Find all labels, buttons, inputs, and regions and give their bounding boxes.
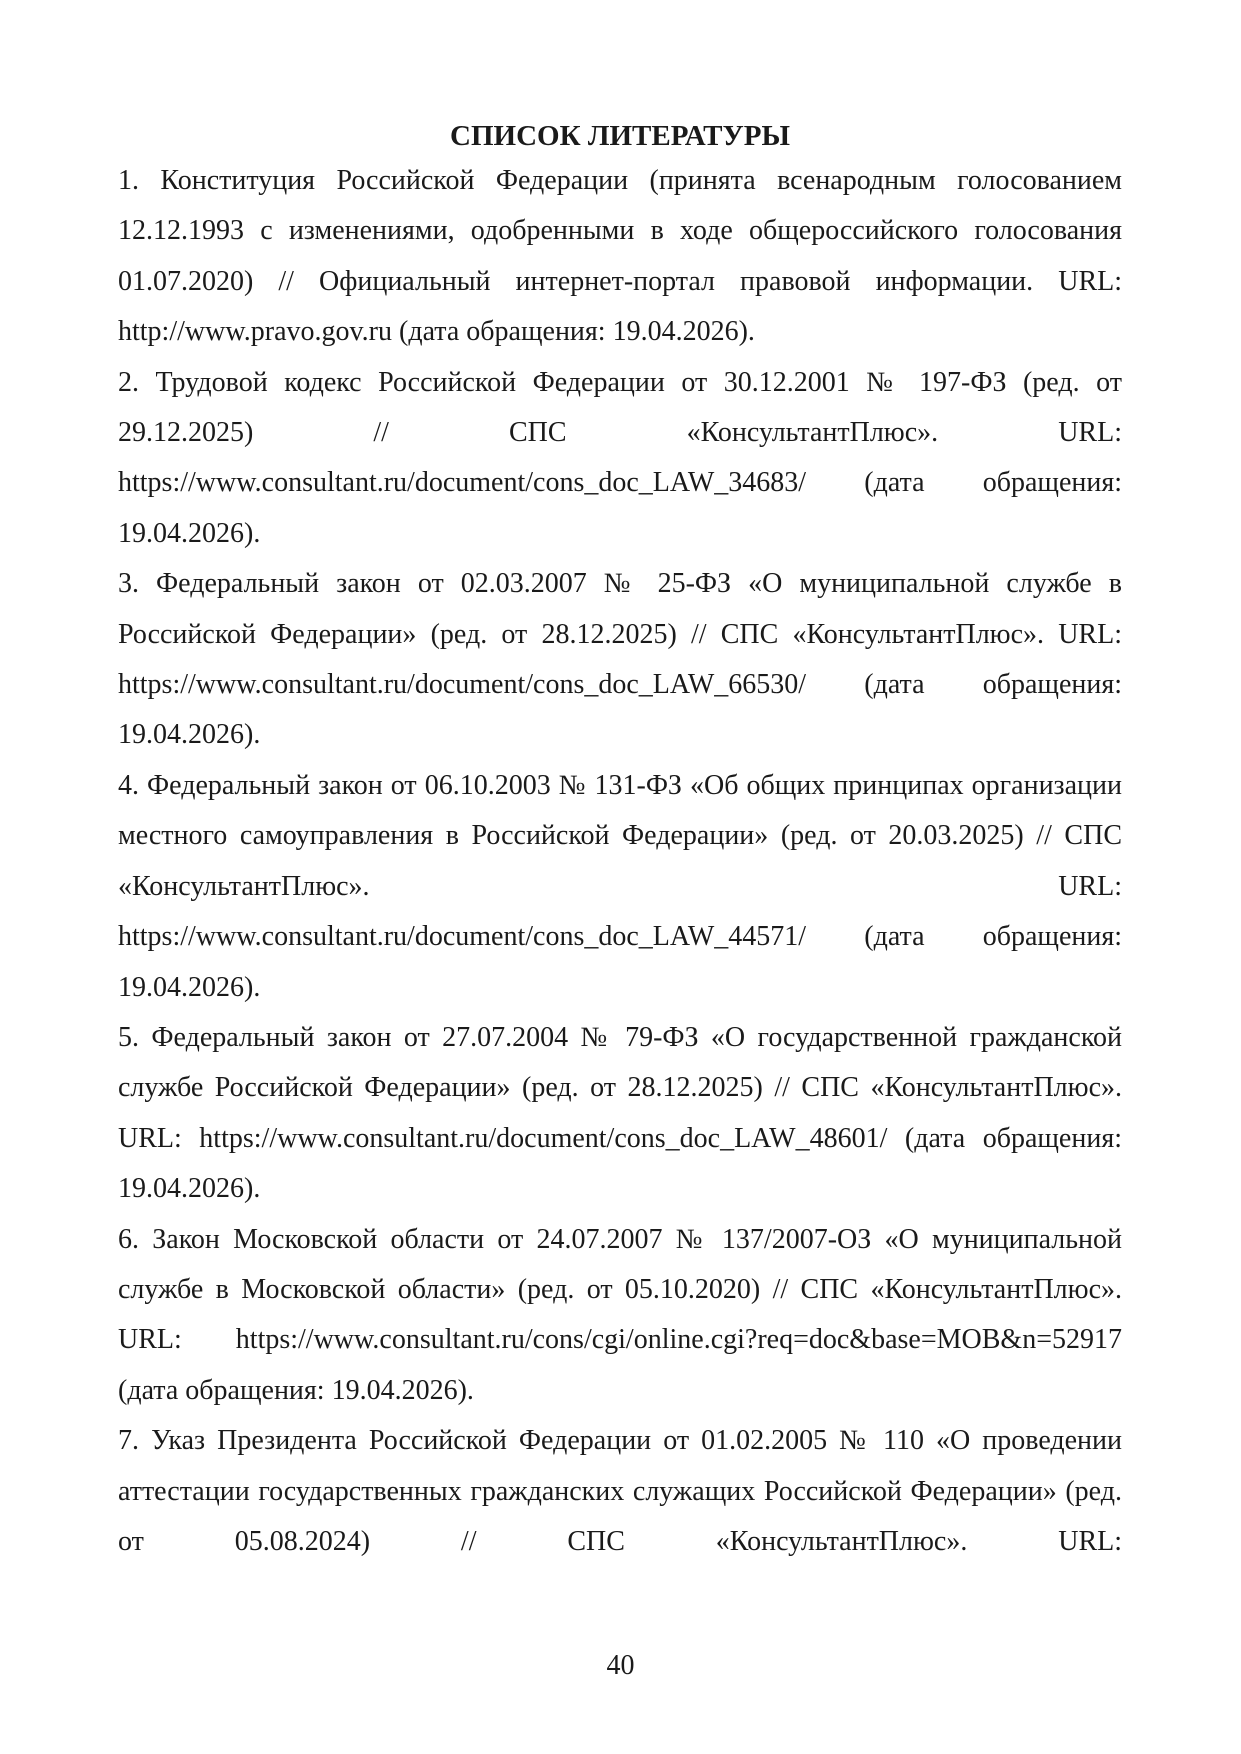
- reference-item: [118, 1215, 1122, 1417]
- reference-item: [118, 761, 1122, 1013]
- reference-text: Трудовой кодекс Российской Федерации от 30.12.2001 № 197-ФЗ (ред. от 29.12.2025) // СПС «КонсультантПлюс». URL: https://www.consultant.ru/document/cons_doc_LAW_34683/ (дата обращения: 19.04.2026).: [118, 366, 1122, 549]
- reference-text: Федеральный закон от 27.07.2004 № 79-ФЗ «О государственной гражданской службе Российской Федерации» (ред. от 28.12.2025) // СПС «КонсультантПлюс». URL: https://www.consultant.ru/document/cons_doc_LAW_48601/ (дата обращения: 19.04.2026).: [118, 1021, 1123, 1205]
- reference-number: 3.: [118, 568, 139, 600]
- reference-number: 4.: [118, 769, 139, 801]
- page-number: 40: [606, 1650, 635, 1681]
- reference-item: [118, 559, 1122, 761]
- reference-text: Конституция Российской Федерации (принята всенародным голосованием 12.12.1993 с изменениями, одобренными в ходе общероссийского голосования 01.07.2020) // Официальный интернет-портал правовой информации. URL: http://www.pravo.gov.ru (дата обращения: 19.04.2026).: [118, 165, 1123, 348]
- reference-number: 6.: [118, 1223, 139, 1255]
- reference-item: [118, 156, 1122, 358]
- reference-item: [118, 358, 1122, 560]
- reference-text: Закон Московской области от 24.07.2007 № 137/2007-ОЗ «О муниципальной службе в Московской области» (ред. от 05.10.2020) // СПС «КонсультантПлюс». URL: https://www.consultant.ru/cons/cgi/online.cgi?req=doc&base=MOB&n=52917 (дата обращения: 19.04.2026).: [118, 1223, 1122, 1406]
- reference-item: [118, 1416, 1122, 1567]
- reference-text: Федеральный закон от 02.03.2007 № 25-ФЗ «О муниципальной службе в Российской Федерации» (ред. от 28.12.2025) // СПС «КонсультантПлюс». URL: https://www.consultant.ru/document/cons_doc_LAW_66530/ (дата обращения: 19.04.2026).: [118, 568, 1122, 751]
- reference-number: 2.: [118, 366, 139, 398]
- reference-text: Указ Президента Российской Федерации от 01.02.2005 № 110 «О проведении аттестации государственных гражданских служащих Российской Федерации» (ред. от 05.08.2024) // СПС «КонсультантПлюс». URL:: [118, 1425, 1123, 1557]
- reference-list: [118, 156, 1122, 1567]
- reference-number: 5.: [118, 1021, 139, 1053]
- reference-number: 1.: [118, 165, 139, 196]
- reference-number: 7.: [118, 1425, 139, 1457]
- reference-text: Федеральный закон от 06.10.2003 № 131-ФЗ «Об общих принципах организации местного самоуправления в Российской Федерации» (ред. от 20.03.2025) // СПС «КонсультантПлюс». URL: https://www.consultant.ru/document/cons_doc_LAW_44571/ (дата обращения: 19.04.2026).: [118, 769, 1122, 1003]
- reference-item: [118, 1013, 1122, 1215]
- page-title: СПИСОК ЛИТЕРАТУРЫ: [450, 120, 790, 152]
